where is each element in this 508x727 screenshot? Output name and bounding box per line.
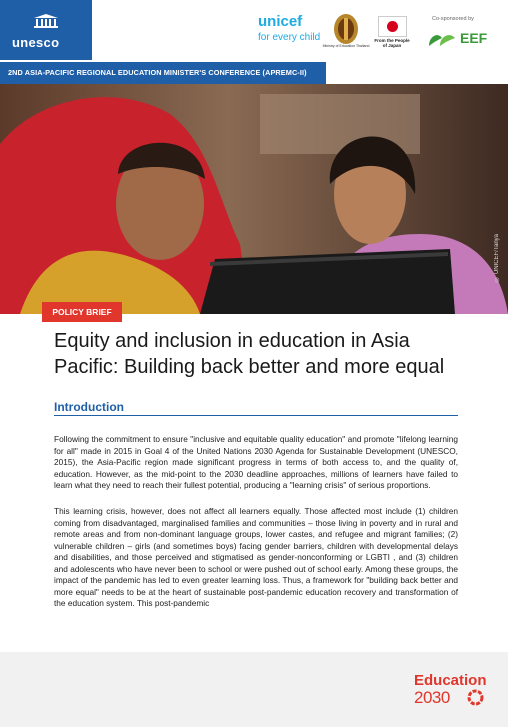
header [0,0,508,62]
rising-sun-dot [387,21,398,32]
japan-caption: From the People of Japan [374,38,410,48]
unicef-tagline: for every child [258,32,321,43]
title-line-2: Pacific: Building back better and more equal [54,356,445,378]
education-2030-year: 2030 [414,688,450,707]
eef-logo [426,28,498,50]
introduction-paragraph-1: Following the commitment to ensure "inclusive and equitable quality education" and promote "lifelong learning for all" made in 2015 in Goal 4 of the United Nations 2030 Agenda for Sustainable Development (UNESCO, 2015), the Asia-Pacific region made significant progress in terms of both access to, and the quality of, education. However, as the mid-point to the 2030 deadline approaches, millions of learners have failed to learn what they need to reach their fullest potential, producing a "learning crisis" of serious proportions. [54,434,458,490]
temple-icon [34,14,58,28]
introduction-paragraph-2: This learning crisis, however, does not affect all learners equally. Those affected most include (1) children coming from disadvantaged, marginalised families and communities – those living in poverty and in rural and remote areas and from non-dominant language groups, lower castes, and refugee and migrant families; (2) vulnerable children – girls (and sometimes boys) facing gender barriers, children with developmental delays and disabilities, and those perceived and stigmatised as gender-nonconforming or LGBTI , and (3) children and adolescents who have never been to school or were pushed out of school early. Among these groups, the impact of the pandemic has led to even greater learning loss. Thus, a framework for "building back better and more equal" needs to be at the heart of sustainable post-pandemic education recovery and transformation of the education system. This post-pandemic [54,506,458,608]
sdg-ring-icon [467,689,484,706]
ministry-caption: Ministry of Education Thailand [322,44,370,48]
introduction-heading: Introduction [54,400,124,414]
eef-leaf-icon [426,28,458,50]
unicef-wordmark: unicef [258,13,303,30]
cosponsor-label: Co-sponsored by [432,16,474,22]
cover-photo [0,84,508,314]
eef-wordmark: EEF [460,30,488,46]
page-title [54,328,474,380]
japan-flag-icon [378,16,407,37]
unicef-logo [258,13,322,43]
photo-credit: © UNICEF/Tanya [494,234,500,282]
policy-brief-tag [42,302,122,322]
conference-banner [0,62,326,84]
heading-divider [54,415,458,416]
unesco-logo [0,0,92,60]
photo-illustration [0,84,508,314]
unesco-wordmark: unesco [12,35,60,50]
banner-text: 2ND ASIA-PACIFIC REGIONAL EDUCATION MINISTER'S CONFERENCE (APREMC-II) [8,68,307,77]
policy-brief-label: POLICY BRIEF [52,307,112,317]
education-2030-title: Education [414,672,487,689]
title-line-1: Equity and inclusion in education in Asia [54,330,410,352]
